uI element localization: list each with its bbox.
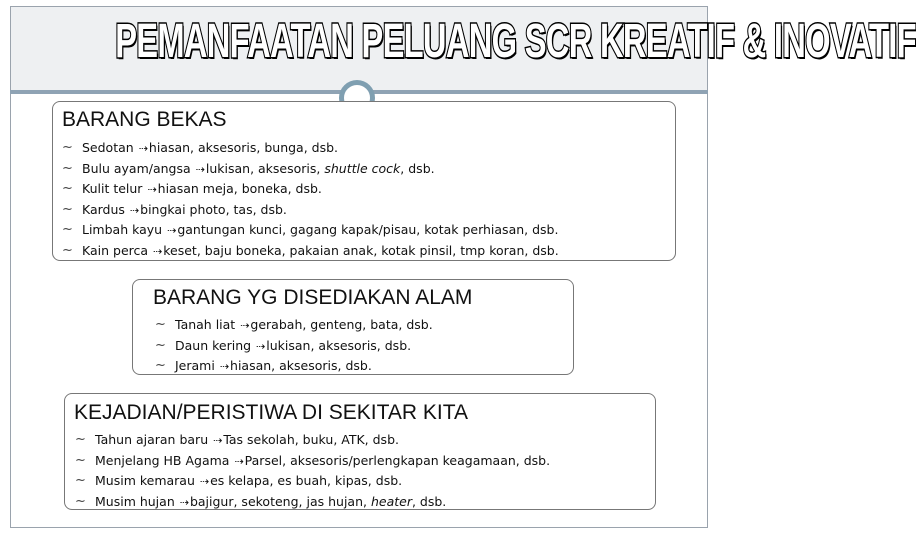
arrow-icon: ⇢ bbox=[199, 475, 210, 488]
list-item: ~ Jerami ⇢hiasan, aksesoris, dsb. bbox=[175, 356, 433, 377]
list-item: ~ Daun kering ⇢lukisan, aksesoris, dsb. bbox=[175, 336, 433, 357]
arrow-icon: ⇢ bbox=[256, 339, 266, 353]
arrow-icon: ⇢ bbox=[179, 495, 189, 509]
bullet-icon: ~ bbox=[62, 140, 73, 155]
section-list bbox=[62, 138, 559, 261]
arrow-icon: ⇢ bbox=[147, 183, 157, 196]
bullet-icon: ~ bbox=[62, 222, 73, 237]
slide-title: PEMANFAATAN PELUANG SCR KREATIF & INOVATIF bbox=[115, 15, 916, 68]
arrow-icon: ⇢ bbox=[138, 142, 148, 155]
list-item: ~ Bulu ayam/angsa ⇢lukisan, aksesoris, shuttle cock, dsb. bbox=[82, 159, 559, 180]
bullet-icon: ~ bbox=[62, 181, 73, 196]
list-item: ~ Musim hujan ⇢bajigur, sekoteng, jas hujan, heater, dsb. bbox=[95, 492, 550, 513]
arrow-icon: ⇢ bbox=[195, 162, 205, 176]
bullet-icon: ~ bbox=[155, 337, 166, 353]
arrow-icon: ⇢ bbox=[240, 319, 250, 332]
bullet-icon: ~ bbox=[75, 473, 86, 488]
bullet-icon: ~ bbox=[62, 160, 73, 176]
bullet-icon: ~ bbox=[62, 242, 73, 258]
bullet-icon: ~ bbox=[155, 358, 166, 373]
list-item: ~ Musim kemarau ⇢es kelapa, es buah, kipas, dsb. bbox=[95, 471, 550, 492]
arrow-icon: ⇢ bbox=[153, 244, 163, 258]
section-list bbox=[155, 315, 433, 377]
list-item: ~ Tahun ajaran baru ⇢Tas sekolah, buku, ATK, dsb. bbox=[95, 430, 550, 451]
list-item: ~ Kardus ⇢bingkai photo, tas, dsb. bbox=[82, 200, 559, 221]
arrow-icon: ⇢ bbox=[219, 360, 230, 373]
list-item: ~ Tanah liat ⇢gerabah, genteng, bata, dsb. bbox=[175, 315, 433, 336]
section-heading: BARANG YG DISEDIAKAN ALAM bbox=[153, 286, 473, 309]
bullet-icon: ~ bbox=[75, 452, 86, 468]
section-list bbox=[75, 430, 551, 512]
bullet-icon: ~ bbox=[62, 201, 73, 217]
bullet-icon: ~ bbox=[75, 432, 86, 447]
arrow-icon: ⇢ bbox=[213, 434, 223, 447]
bullet-icon: ~ bbox=[155, 317, 166, 332]
arrow-icon: ⇢ bbox=[234, 454, 244, 468]
section-heading: KEJADIAN/PERISTIWA DI SEKITAR KITA bbox=[74, 401, 469, 424]
list-item: ~ Kulit telur ⇢hiasan meja, boneka, dsb. bbox=[82, 179, 559, 200]
arrow-icon: ⇢ bbox=[129, 203, 140, 217]
bullet-icon: ~ bbox=[75, 493, 86, 509]
arrow-icon: ⇢ bbox=[167, 224, 177, 237]
list-item: ~ Limbah kayu ⇢gantungan kunci, gagang kapak/pisau, kotak perhiasan, dsb. bbox=[82, 220, 559, 241]
list-item: ~ Menjelang HB Agama ⇢Parsel, aksesoris/perlengkapan keagamaan, dsb. bbox=[95, 451, 550, 472]
list-item: ~ Kain perca ⇢keset, baju boneka, pakaian anak, kotak pinsil, tmp koran, dsb. bbox=[82, 241, 559, 262]
list-item: ~ Sedotan ⇢hiasan, aksesoris, bunga, dsb. bbox=[82, 138, 559, 159]
section-heading: BARANG BEKAS bbox=[62, 108, 227, 131]
